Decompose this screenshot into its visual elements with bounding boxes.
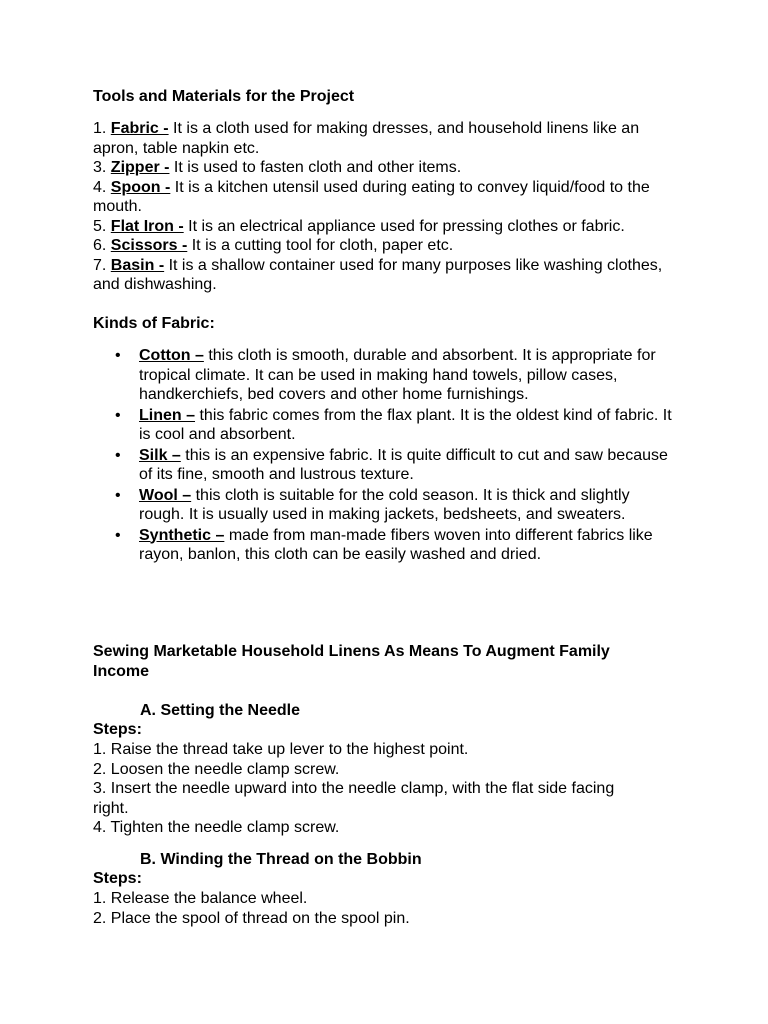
fabric-description: this is an expensive fabric. It is quite difficult to cut and saw because of its fine, smooth and lustrous texture. (139, 446, 668, 483)
fabric-term: Synthetic – (139, 526, 225, 544)
step-item: 2. Place the spool of thread on the spool pin. (93, 909, 410, 927)
fabric-description: made from man-made fibers woven into different fabrics like rayon, banlon, this cloth can be easily washed and dried. (139, 526, 653, 563)
fabric-term: Cotton – (139, 347, 204, 364)
tool-description: It is a kitchen utensil used during eating to convey liquid/food to the mouth. (93, 178, 650, 215)
tools-list (93, 119, 673, 295)
fabric-item (93, 526, 678, 565)
tool-term: Basin - (110, 256, 165, 274)
step-item: 1. Release the balance wheel. (93, 890, 308, 907)
tool-item (93, 119, 673, 158)
tool-number: 7. (93, 256, 107, 274)
tool-number: 3. (93, 159, 107, 176)
tool-term: Scissors - (110, 237, 188, 254)
step-item: 2. Loosen the needle clamp screw. (93, 760, 340, 778)
fabric-term: Linen – (139, 406, 196, 424)
step-item: 4. Tighten the needle clamp screw. (93, 819, 340, 836)
fabric-term: Silk – (139, 446, 181, 464)
tool-term: Zipper - (110, 159, 170, 176)
fabric-description: this cloth is suitable for the cold season. It is thick and slightly rough. It is usually used in making jackets, bedsheets, and sweaters. (139, 486, 630, 523)
bullet-icon: • (115, 406, 121, 424)
tool-number: 5. (93, 217, 107, 235)
fabric-list (93, 346, 678, 566)
tool-term: Fabric - (110, 120, 169, 137)
bullet-icon: • (115, 526, 121, 544)
tool-term: Flat Iron - (110, 217, 184, 235)
tool-description: It is an electrical appliance used for pressing clothes or fabric. (188, 217, 625, 235)
tool-term: Spoon - (110, 178, 171, 196)
tool-description: It is used to fasten cloth and other items. (173, 159, 462, 176)
fabric-item (93, 486, 678, 525)
tool-number: 6. (93, 237, 107, 254)
tool-item (93, 178, 673, 217)
tool-number: 1. (93, 120, 107, 137)
fabric-description: this fabric comes from the flax plant. It is the oldest kind of fabric. It is cool and absorbent. (139, 406, 672, 443)
fabric-term: Wool – (139, 486, 192, 504)
tool-item (93, 217, 673, 237)
tool-number: 4. (93, 178, 107, 196)
subsection-a-title: A. Setting the Needle (140, 702, 301, 719)
steps-list-a (93, 740, 653, 838)
tool-description: It is a shallow container used for many purposes like washing clothes, and dishwashing. (93, 256, 663, 293)
section-heading: Sewing Marketable Household Linens As Means To Augment Family Income (93, 643, 610, 680)
tool-description: It is a cutting tool for cloth, paper etc. (191, 237, 454, 254)
fabric-item (93, 346, 678, 405)
bullet-icon: • (115, 486, 121, 504)
steps-list-b (93, 889, 653, 928)
fabric-item (93, 446, 678, 485)
tool-item (93, 158, 673, 178)
tool-item (93, 236, 673, 256)
bullet-icon: • (115, 446, 121, 464)
bullet-icon: • (115, 347, 121, 364)
steps-label: Steps: (93, 721, 142, 738)
document-title: Tools and Materials for the Project (93, 88, 355, 105)
fabric-description: this cloth is smooth, durable and absorbent. It is appropriate for tropical climate. It can be used in making hand towels, pillow cases, handkerchiefs, bed covers and other home furnishings. (139, 347, 656, 403)
tool-item (93, 256, 673, 295)
subsection-b-title: B. Winding the Thread on the Bobbin (140, 851, 422, 868)
tool-description: It is a cloth used for making dresses, and household linens like an apron, table napkin etc. (93, 120, 640, 157)
step-item: 1. Raise the thread take up lever to the highest point. (93, 741, 469, 758)
fabric-item (93, 406, 678, 445)
kinds-of-fabric-heading: Kinds of Fabric: (93, 315, 215, 332)
step-item: 3. Insert the needle upward into the needle clamp, with the flat side facing right. (93, 780, 615, 817)
steps-label: Steps: (93, 870, 142, 887)
